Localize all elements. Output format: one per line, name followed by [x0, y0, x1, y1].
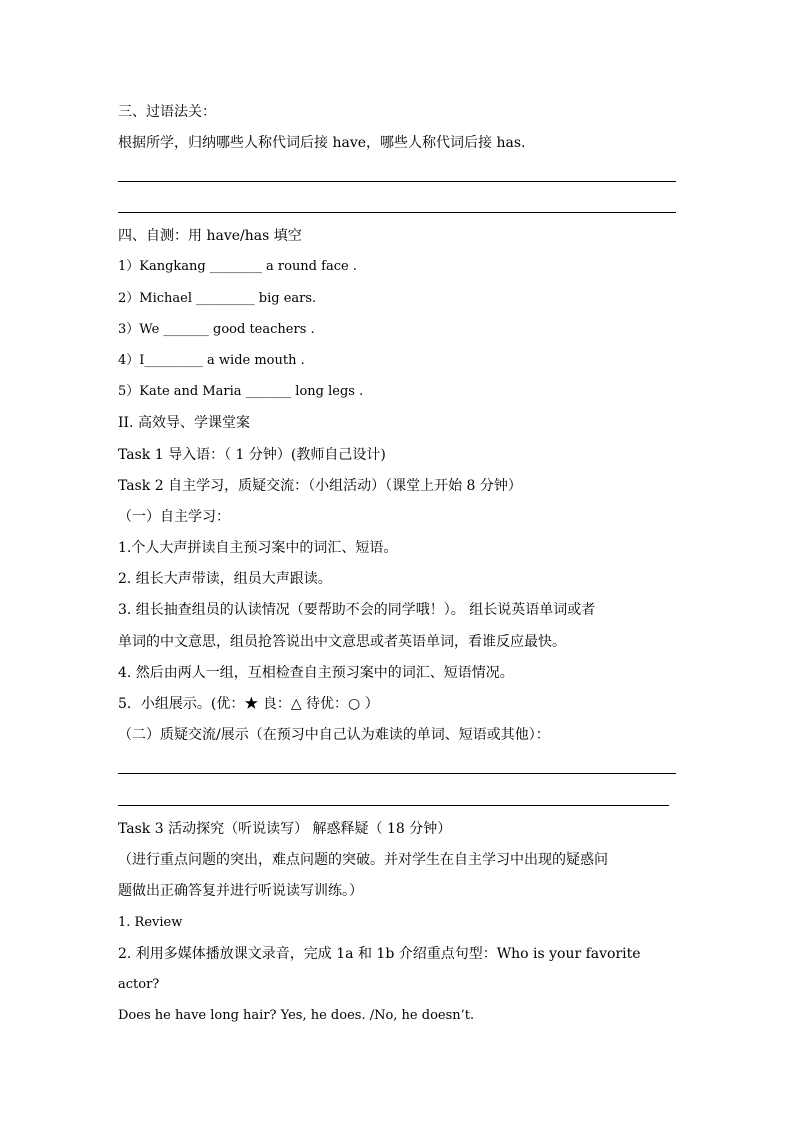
- sub1-item: 4. 然后由两人一组，互相检查自主预习案中的词汇、短语情况。: [118, 665, 514, 681]
- answer-line[interactable]: [118, 773, 676, 774]
- sub1-item: 单词的中文意思，组员抢答说出中文意思或者英语单词，看谁反应最快。: [118, 634, 566, 650]
- task3-note: 题做出正确答复并进行听说读写训练。）: [118, 883, 363, 899]
- quiz-item: 5）Kate and Maria _______ long legs .: [118, 384, 364, 399]
- quiz-item: 2）Michael _________ big ears.: [118, 291, 317, 306]
- step2-line: actor?: [118, 977, 160, 992]
- section3-heading: 三、过语法关：: [118, 104, 216, 120]
- sub1-item: 2. 组长大声带读，组员大声跟读。: [118, 571, 332, 587]
- section3-prompt: 根据所学，归纳哪些人称代词后接 have，哪些人称代词后接 has.: [118, 135, 526, 151]
- review-line: 1. Review: [118, 915, 183, 930]
- quiz-item: 3）We _______ good teachers .: [118, 322, 315, 337]
- task3-line: Task 3 活动探究（听说读写） 解惑释疑（ 18 分钟）: [118, 821, 452, 837]
- sub1-item: 5．小组展示。(优：★ 良：△ 待优：○ ）: [118, 696, 379, 712]
- dialogue-line: Does he have long hair? Yes, he does. /No, he doesn’t.: [118, 1008, 475, 1023]
- sub1-item: 3. 组长抽查组员的认读情况（要帮助不会的同学哦！）。 组长说英语单词或者: [118, 602, 596, 618]
- answer-line[interactable]: [118, 181, 676, 182]
- step2-line: 2. 利用多媒体播放课文录音，完成 1a 和 1b 介绍重点句型：Who is your favorite: [118, 946, 641, 962]
- quiz-item: 1）Kangkang ________ a round face .: [118, 259, 357, 274]
- sub1-heading: （一）自主学习：: [118, 509, 230, 525]
- answer-line[interactable]: [118, 805, 669, 806]
- sub1-item: 1.个人大声拼读自主预习案中的词汇、短语。: [118, 540, 398, 556]
- answer-line[interactable]: [118, 212, 676, 213]
- part2-heading: II. 高效导、学课堂案: [118, 415, 250, 431]
- task1-line: Task 1 导入语：（ 1 分钟）(教师自己设计): [118, 447, 386, 463]
- sub2-heading: （二）质疑交流/展示（在预习中自己认为难读的单词、短语或其他）：: [118, 727, 550, 743]
- task3-note: （进行重点问题的突出，难点问题的突破。并对学生在自主学习中出现的疑惑问: [118, 852, 608, 868]
- section4-heading: 四、自测：用 have/has 填空: [118, 228, 302, 244]
- quiz-item: 4）I_________ a wide mouth .: [118, 353, 305, 368]
- task2-line: Task 2 自主学习，质疑交流：（小组活动）（课堂上开始 8 分钟）: [118, 478, 522, 494]
